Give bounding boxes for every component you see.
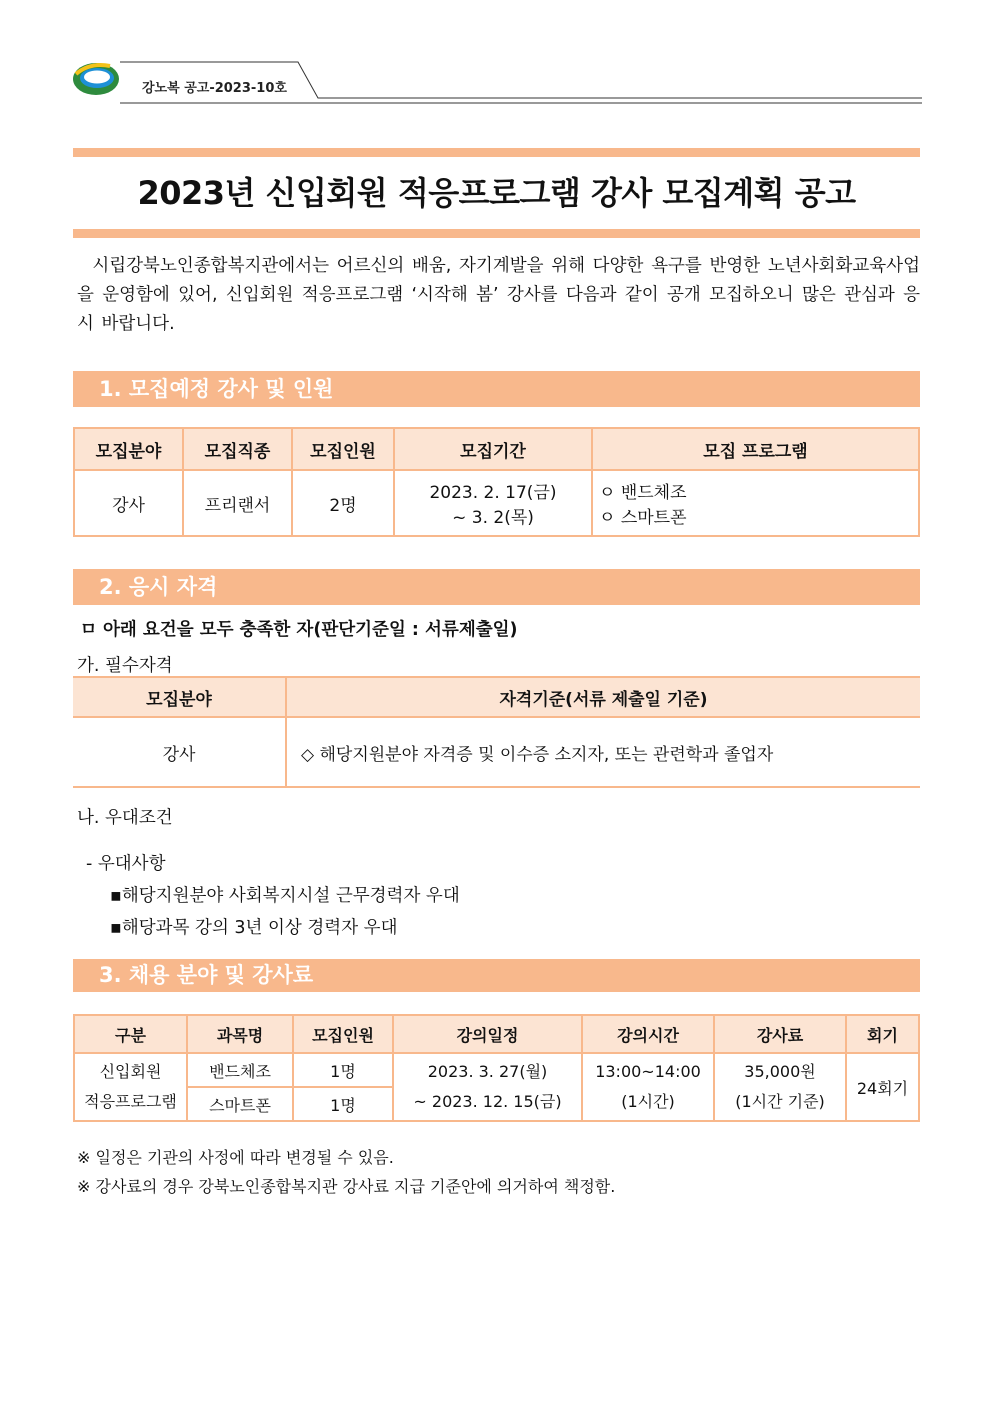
preference-title: - 우대사항 [86,854,166,874]
col-count: 모집인원 [293,1015,393,1053]
col-schedule: 강의일정 [393,1015,582,1053]
cell-subject: 밴드체조 [187,1053,293,1087]
cell-program: ㅇ 밴드체조 ㅇ 스마트폰 [592,470,919,536]
footnote: ※ 일정은 기관의 사정에 따라 변경될 수 있음. [77,1148,394,1167]
fee-table [73,1014,920,1122]
cell-count: 1명 [293,1087,393,1121]
footnote: ※ 강사료의 경우 강북노인종합복지관 강사료 지급 기준안에 의거하여 책정함. [77,1177,616,1196]
cell-count: 1명 [293,1053,393,1087]
recruitment-table [73,427,920,537]
col-subject: 과목명 [187,1015,293,1053]
section3-heading: 3. 채용 분야 및 강사료 [73,959,920,992]
cell-time: 13:00~14:00 (1시간) [582,1053,714,1121]
col-sessions: 회기 [846,1015,919,1053]
cell-schedule: 2023. 3. 27(월) ~ 2023. 12. 15(금) [393,1053,582,1121]
cell-subject: 스마트폰 [187,1087,293,1121]
col-category: 구분 [74,1015,187,1053]
col-field: 모집분야 [73,677,286,717]
cell-count: 2명 [292,470,394,536]
col-count: 모집인원 [292,428,394,470]
cell-sessions: 24회기 [846,1053,919,1121]
eligibility-note: ㅁ 아래 요건을 모두 충족한 자(판단기준일 : 서류제출일) [80,620,518,640]
section1-heading: 1. 모집예정 강사 및 인원 [73,371,920,407]
preference-item: ▪해당과목 강의 3년 이상 경력자 우대 [110,918,398,938]
page-title: 2023년 신입회원 적응프로그램 강사 모집계획 공고 [137,174,856,212]
cell-field: 강사 [74,470,183,536]
col-type: 모집직종 [183,428,292,470]
qualification-table [73,676,920,788]
document-number: 강노복 공고-2023-10호 [142,81,287,96]
cell-category: 신입회원 적응프로그램 [74,1053,187,1121]
col-criteria: 자격기준(서류 제출일 기준) [286,677,920,717]
cell-field: 강사 [73,717,286,787]
cell-criteria: ◇ 해당지원분야 자격증 및 이수증 소지자, 또는 관련학과 졸업자 [286,717,920,787]
cell-fee: 35,000원 (1시간 기준) [714,1053,846,1121]
col-time: 강의시간 [582,1015,714,1053]
section2-heading: 2. 응시 자격 [73,569,920,605]
cell-period: 2023. 2. 17(금) ~ 3. 2(목) [394,470,592,536]
col-fee: 강사료 [714,1015,846,1053]
organization-logo [70,58,122,100]
required-subheading: 가. 필수자격 [77,656,173,676]
col-program: 모집 프로그램 [592,428,919,470]
intro-paragraph: 시립강북노인종합복지관에서는 어르신의 배움, 자기계발을 위해 다양한 욕구를 반영한 노년사회화교육사업을 운영함에 있어, 신입회원 적응프로그램 ‘시작해 봄’ 강사를 다음과 같이 공개 모집하오니 많은 관심과 응시 바랍니다. [77,256,920,334]
cell-type: 프리랜서 [183,470,292,536]
title-bottom-bar [73,229,920,238]
title-top-bar [73,148,920,157]
preference-item: ▪해당지원분야 사회복지시설 근무경력자 우대 [110,886,460,906]
col-field: 모집분야 [74,428,183,470]
col-period: 모집기간 [394,428,592,470]
preference-subheading: 나. 우대조건 [77,808,173,828]
